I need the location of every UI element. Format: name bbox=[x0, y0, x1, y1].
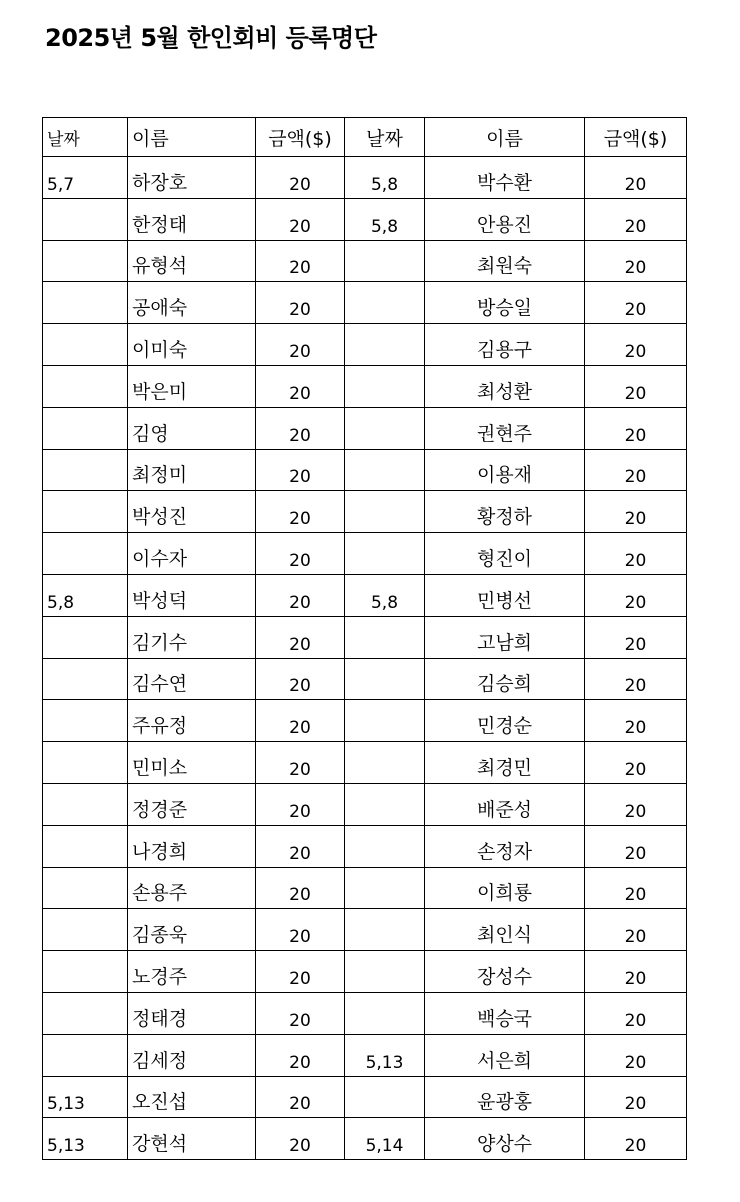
date-cell bbox=[43, 658, 128, 700]
document-title: 2025년 5월 한인회비 등록명단 bbox=[45, 24, 377, 52]
date-cell: 5,13 bbox=[43, 1118, 128, 1160]
date-cell bbox=[43, 742, 128, 784]
amount-cell: 20 bbox=[256, 157, 345, 199]
name-cell-2: 고남희 bbox=[425, 616, 585, 658]
amount-cell: 20 bbox=[256, 574, 345, 616]
amount-cell-2: 20 bbox=[585, 951, 687, 993]
date-cell-2: 5,8 bbox=[345, 574, 425, 616]
table-row bbox=[43, 700, 687, 742]
date-cell-2 bbox=[345, 867, 425, 909]
amount-cell-2: 20 bbox=[585, 407, 687, 449]
amount-cell-2: 20 bbox=[585, 742, 687, 784]
table-row bbox=[43, 324, 687, 366]
table-row bbox=[43, 407, 687, 449]
header-name-2: 이름 bbox=[425, 118, 585, 157]
amount-cell-2: 20 bbox=[585, 282, 687, 324]
date-cell-2: 5,8 bbox=[345, 157, 425, 199]
name-cell-2: 이희룡 bbox=[425, 867, 585, 909]
name-cell-2: 백승국 bbox=[425, 992, 585, 1034]
amount-cell-2: 20 bbox=[585, 365, 687, 407]
date-cell bbox=[43, 825, 128, 867]
amount-cell-2: 20 bbox=[585, 1118, 687, 1160]
date-cell bbox=[43, 324, 128, 366]
date-cell bbox=[43, 198, 128, 240]
amount-cell-2: 20 bbox=[585, 1034, 687, 1076]
name-cell-2: 최경민 bbox=[425, 742, 585, 784]
amount-cell: 20 bbox=[256, 449, 345, 491]
date-cell-2 bbox=[345, 992, 425, 1034]
name-cell-2: 양상수 bbox=[425, 1118, 585, 1160]
header-amount: 금액($) bbox=[256, 118, 345, 157]
amount-cell-2: 20 bbox=[585, 1076, 687, 1118]
header-date: 날짜 bbox=[43, 118, 128, 157]
date-cell: 5,8 bbox=[43, 574, 128, 616]
name-cell-2: 배준성 bbox=[425, 783, 585, 825]
date-cell bbox=[43, 1034, 128, 1076]
name-cell-2: 장성수 bbox=[425, 951, 585, 993]
name-cell-2: 최인식 bbox=[425, 909, 585, 951]
table-row bbox=[43, 658, 687, 700]
name-cell: 이수자 bbox=[128, 533, 256, 575]
registration-table bbox=[42, 117, 687, 1160]
date-cell bbox=[43, 783, 128, 825]
table-row bbox=[43, 449, 687, 491]
name-cell-2: 안용진 bbox=[425, 198, 585, 240]
amount-cell: 20 bbox=[256, 407, 345, 449]
date-cell bbox=[43, 449, 128, 491]
amount-cell: 20 bbox=[256, 365, 345, 407]
amount-cell-2: 20 bbox=[585, 574, 687, 616]
amount-cell-2: 20 bbox=[585, 700, 687, 742]
name-cell-2: 방승일 bbox=[425, 282, 585, 324]
amount-cell: 20 bbox=[256, 616, 345, 658]
date-cell-2 bbox=[345, 491, 425, 533]
amount-cell-2: 20 bbox=[585, 324, 687, 366]
amount-cell-2: 20 bbox=[585, 198, 687, 240]
date-cell-2 bbox=[345, 282, 425, 324]
amount-cell: 20 bbox=[256, 951, 345, 993]
amount-cell-2: 20 bbox=[585, 240, 687, 282]
name-cell: 하장호 bbox=[128, 157, 256, 199]
name-cell: 이미숙 bbox=[128, 324, 256, 366]
date-cell-2 bbox=[345, 825, 425, 867]
table-header-row bbox=[43, 118, 687, 157]
amount-cell: 20 bbox=[256, 324, 345, 366]
table-row bbox=[43, 365, 687, 407]
name-cell: 주유정 bbox=[128, 700, 256, 742]
name-cell-2: 이용재 bbox=[425, 449, 585, 491]
amount-cell: 20 bbox=[256, 491, 345, 533]
date-cell bbox=[43, 240, 128, 282]
name-cell: 박은미 bbox=[128, 365, 256, 407]
amount-cell: 20 bbox=[256, 700, 345, 742]
date-cell-2 bbox=[345, 1076, 425, 1118]
name-cell-2: 김승희 bbox=[425, 658, 585, 700]
amount-cell-2: 20 bbox=[585, 491, 687, 533]
date-cell-2 bbox=[345, 783, 425, 825]
table-row bbox=[43, 491, 687, 533]
date-cell bbox=[43, 407, 128, 449]
amount-cell: 20 bbox=[256, 198, 345, 240]
amount-cell: 20 bbox=[256, 825, 345, 867]
table-row bbox=[43, 867, 687, 909]
amount-cell: 20 bbox=[256, 282, 345, 324]
date-cell-2 bbox=[345, 742, 425, 784]
amount-cell: 20 bbox=[256, 992, 345, 1034]
amount-cell: 20 bbox=[256, 1118, 345, 1160]
amount-cell: 20 bbox=[256, 742, 345, 784]
date-cell-2: 5,13 bbox=[345, 1034, 425, 1076]
amount-cell: 20 bbox=[256, 1034, 345, 1076]
table-row bbox=[43, 1118, 687, 1160]
table-body bbox=[43, 157, 687, 1160]
table-row bbox=[43, 1034, 687, 1076]
name-cell-2: 최원숙 bbox=[425, 240, 585, 282]
table-row bbox=[43, 282, 687, 324]
name-cell-2: 민경순 bbox=[425, 700, 585, 742]
table-row bbox=[43, 992, 687, 1034]
date-cell bbox=[43, 909, 128, 951]
date-cell bbox=[43, 867, 128, 909]
amount-cell: 20 bbox=[256, 658, 345, 700]
amount-cell: 20 bbox=[256, 867, 345, 909]
name-cell: 민미소 bbox=[128, 742, 256, 784]
name-cell-2: 윤광홍 bbox=[425, 1076, 585, 1118]
amount-cell-2: 20 bbox=[585, 909, 687, 951]
table-row bbox=[43, 533, 687, 575]
date-cell bbox=[43, 491, 128, 533]
amount-cell: 20 bbox=[256, 240, 345, 282]
date-cell bbox=[43, 992, 128, 1034]
table-row bbox=[43, 574, 687, 616]
table-row bbox=[43, 198, 687, 240]
date-cell bbox=[43, 616, 128, 658]
name-cell: 한정태 bbox=[128, 198, 256, 240]
date-cell: 5,7 bbox=[43, 157, 128, 199]
date-cell-2 bbox=[345, 449, 425, 491]
amount-cell-2: 20 bbox=[585, 616, 687, 658]
name-cell-2: 김용구 bbox=[425, 324, 585, 366]
name-cell-2: 권현주 bbox=[425, 407, 585, 449]
table-row bbox=[43, 951, 687, 993]
name-cell: 나경희 bbox=[128, 825, 256, 867]
name-cell: 김세정 bbox=[128, 1034, 256, 1076]
amount-cell-2: 20 bbox=[585, 157, 687, 199]
date-cell-2 bbox=[345, 951, 425, 993]
header-name: 이름 bbox=[128, 118, 256, 157]
date-cell-2: 5,8 bbox=[345, 198, 425, 240]
amount-cell-2: 20 bbox=[585, 533, 687, 575]
amount-cell: 20 bbox=[256, 783, 345, 825]
name-cell-2: 손정자 bbox=[425, 825, 585, 867]
name-cell-2: 형진이 bbox=[425, 533, 585, 575]
name-cell: 박성덕 bbox=[128, 574, 256, 616]
name-cell: 유형석 bbox=[128, 240, 256, 282]
name-cell-2: 서은희 bbox=[425, 1034, 585, 1076]
table-row bbox=[43, 616, 687, 658]
amount-cell-2: 20 bbox=[585, 783, 687, 825]
date-cell: 5,13 bbox=[43, 1076, 128, 1118]
table-row bbox=[43, 909, 687, 951]
table-row bbox=[43, 742, 687, 784]
amount-cell-2: 20 bbox=[585, 992, 687, 1034]
name-cell: 김기수 bbox=[128, 616, 256, 658]
name-cell: 손용주 bbox=[128, 867, 256, 909]
date-cell-2 bbox=[345, 324, 425, 366]
date-cell bbox=[43, 533, 128, 575]
table-row bbox=[43, 240, 687, 282]
table-row bbox=[43, 1076, 687, 1118]
amount-cell: 20 bbox=[256, 533, 345, 575]
date-cell bbox=[43, 365, 128, 407]
name-cell-2: 황정하 bbox=[425, 491, 585, 533]
amount-cell-2: 20 bbox=[585, 867, 687, 909]
amount-cell: 20 bbox=[256, 909, 345, 951]
date-cell-2 bbox=[345, 407, 425, 449]
date-cell-2 bbox=[345, 365, 425, 407]
date-cell-2 bbox=[345, 616, 425, 658]
date-cell-2 bbox=[345, 700, 425, 742]
name-cell: 최정미 bbox=[128, 449, 256, 491]
name-cell: 김영 bbox=[128, 407, 256, 449]
date-cell-2 bbox=[345, 658, 425, 700]
date-cell bbox=[43, 282, 128, 324]
amount-cell-2: 20 bbox=[585, 449, 687, 491]
header-date-2: 날짜 bbox=[345, 118, 425, 157]
table-row bbox=[43, 783, 687, 825]
header-amount-2: 금액($) bbox=[585, 118, 687, 157]
name-cell-2: 최성환 bbox=[425, 365, 585, 407]
date-cell-2 bbox=[345, 240, 425, 282]
name-cell: 박성진 bbox=[128, 491, 256, 533]
name-cell: 노경주 bbox=[128, 951, 256, 993]
name-cell: 공애숙 bbox=[128, 282, 256, 324]
date-cell bbox=[43, 700, 128, 742]
name-cell: 정경준 bbox=[128, 783, 256, 825]
amount-cell: 20 bbox=[256, 1076, 345, 1118]
date-cell bbox=[43, 951, 128, 993]
name-cell-2: 박수환 bbox=[425, 157, 585, 199]
name-cell: 오진섭 bbox=[128, 1076, 256, 1118]
amount-cell-2: 20 bbox=[585, 825, 687, 867]
date-cell-2: 5,14 bbox=[345, 1118, 425, 1160]
date-cell-2 bbox=[345, 909, 425, 951]
name-cell: 김종욱 bbox=[128, 909, 256, 951]
date-cell-2 bbox=[345, 533, 425, 575]
table-row bbox=[43, 825, 687, 867]
table-row bbox=[43, 157, 687, 199]
name-cell: 김수연 bbox=[128, 658, 256, 700]
name-cell-2: 민병선 bbox=[425, 574, 585, 616]
name-cell: 정태경 bbox=[128, 992, 256, 1034]
name-cell: 강현석 bbox=[128, 1118, 256, 1160]
amount-cell-2: 20 bbox=[585, 658, 687, 700]
